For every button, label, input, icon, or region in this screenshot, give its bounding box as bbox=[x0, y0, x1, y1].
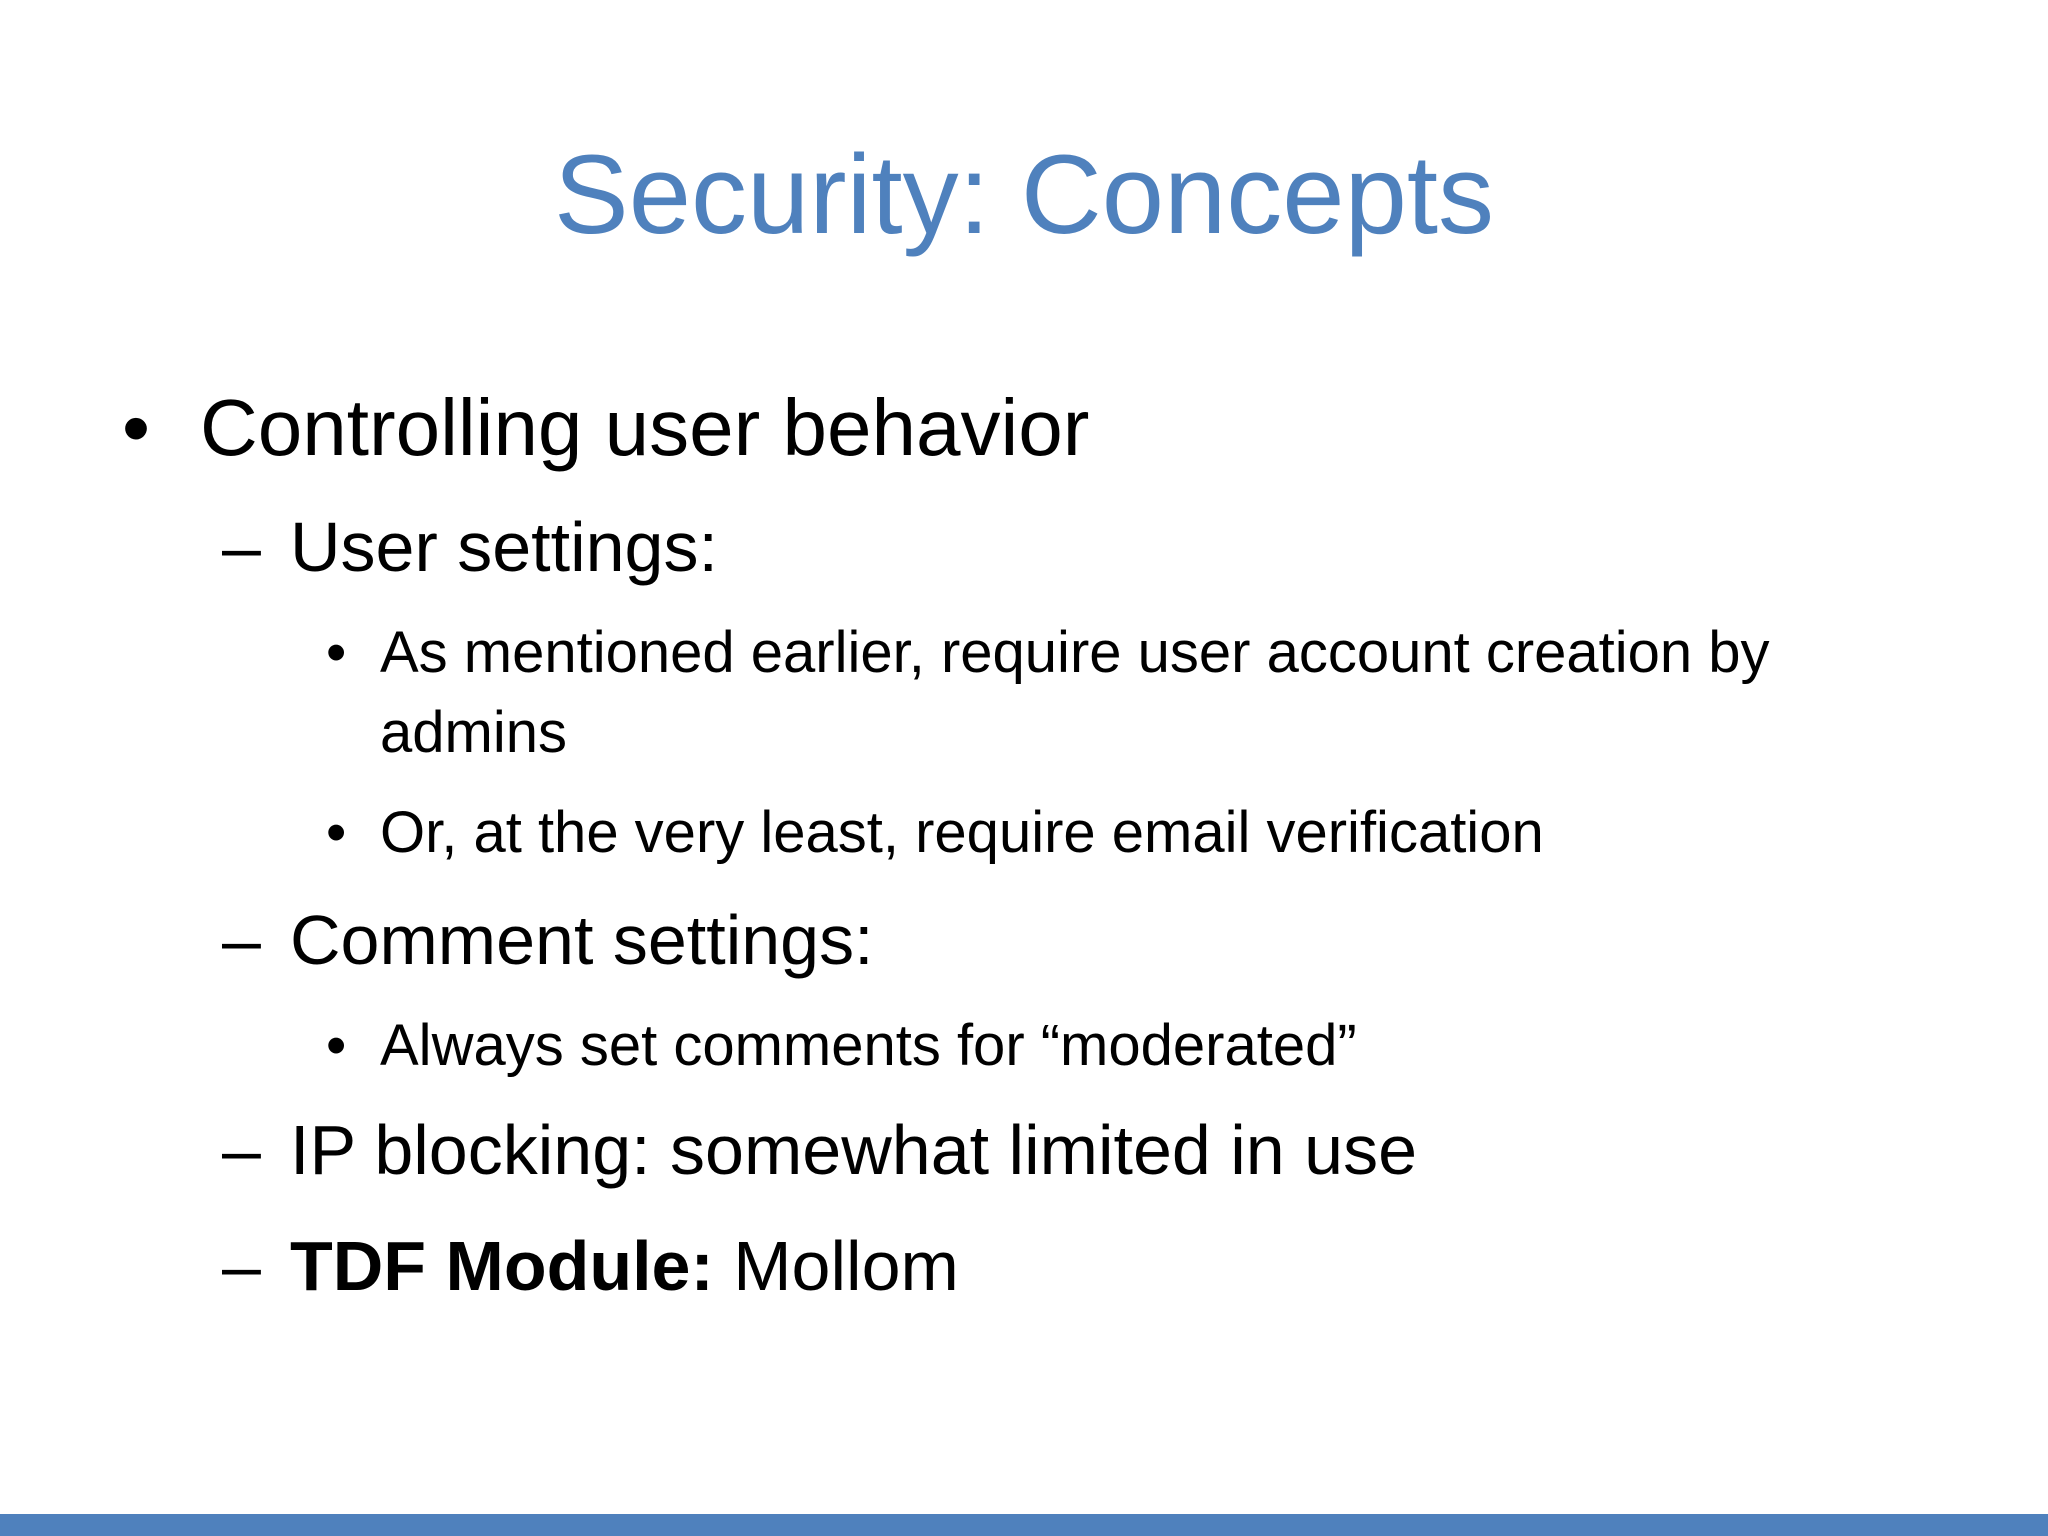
item-moderated-comments: Always set comments for “moderated” bbox=[380, 1013, 1357, 1078]
item-account-creation-line1: As mentioned earlier, require user account creation by bbox=[380, 620, 1770, 685]
dash-icon: – bbox=[222, 1111, 261, 1189]
subbullet-ip-blocking: IP blocking: somewhat limited in use bbox=[290, 1111, 1418, 1189]
bullet-icon: • bbox=[326, 1013, 347, 1078]
tdf-module-value: Mollom bbox=[713, 1227, 959, 1305]
bullet-icon: • bbox=[326, 620, 347, 685]
dash-icon: – bbox=[222, 508, 261, 586]
item-email-verification: Or, at the very least, require email verification bbox=[380, 800, 1544, 865]
tdf-module-label: TDF Module: bbox=[290, 1227, 714, 1305]
slide-title: Security: Concepts bbox=[554, 132, 1494, 257]
bottom-accent-bar bbox=[0, 1514, 2048, 1536]
dash-icon: – bbox=[222, 1227, 261, 1305]
subbullet-user-settings: User settings: bbox=[290, 508, 718, 586]
bullet-controlling-user-behavior: Controlling user behavior bbox=[200, 383, 1090, 472]
item-account-creation-line2: admins bbox=[380, 700, 567, 765]
bullet-icon: • bbox=[122, 383, 151, 472]
subbullet-comment-settings: Comment settings: bbox=[290, 901, 874, 979]
bullet-icon: • bbox=[326, 800, 347, 865]
subbullet-tdf-module bbox=[290, 1224, 959, 1308]
dash-icon: – bbox=[222, 901, 261, 979]
